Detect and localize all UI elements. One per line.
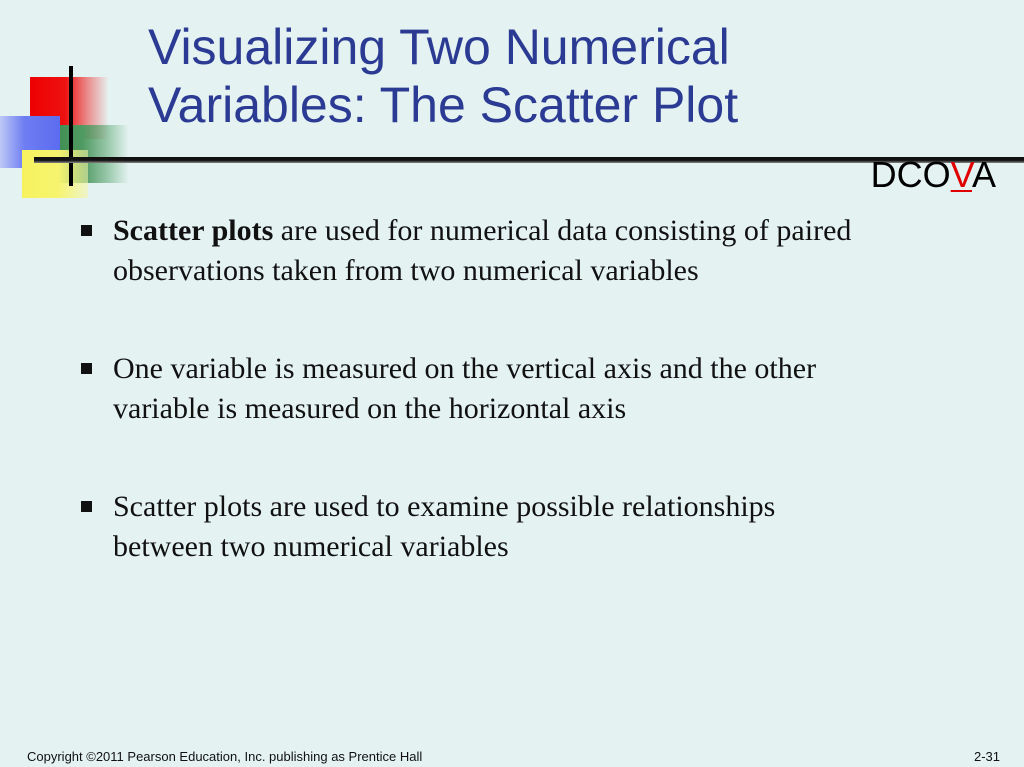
bullet-item	[76, 349, 976, 429]
bullet-text-line2: observations taken from two numerical variables	[113, 254, 699, 287]
bullet-text-line1: are used for numerical data consisting of paired	[273, 214, 852, 247]
dcova-highlight: V	[950, 154, 972, 195]
title-line-1: Visualizing Two Numerical	[148, 19, 730, 75]
dcova-tag	[871, 154, 996, 196]
bullet-text-line2: variable is measured on the horizontal axis	[113, 392, 627, 425]
title-line-2: Variables: The Scatter Plot	[148, 77, 739, 133]
bullet-item	[76, 211, 976, 291]
bullet-text-line1: Scatter plots are used to examine possible relationships	[113, 490, 776, 523]
vertical-rule	[69, 66, 73, 186]
bullet-text-line1: One variable is measured on the vertical axis and the other	[113, 352, 817, 385]
decorative-logo-blocks	[0, 0, 130, 200]
bullet-bold-term: Scatter plots	[113, 214, 274, 247]
square-bullet-icon	[81, 501, 92, 512]
bullet-text-line2: between two numerical variables	[113, 530, 509, 563]
bullet-list	[76, 211, 976, 625]
slide-title	[148, 18, 968, 134]
copyright-footer: Copyright ©2011 Pearson Education, Inc. publishing as Prentice Hall	[27, 749, 423, 764]
bullet-item	[76, 487, 976, 567]
page-number: 2-31	[973, 749, 1000, 764]
square-bullet-icon	[81, 225, 92, 236]
dcova-before: DCO	[870, 154, 951, 195]
square-bullet-icon	[81, 363, 92, 374]
dcova-after: A	[971, 154, 996, 195]
